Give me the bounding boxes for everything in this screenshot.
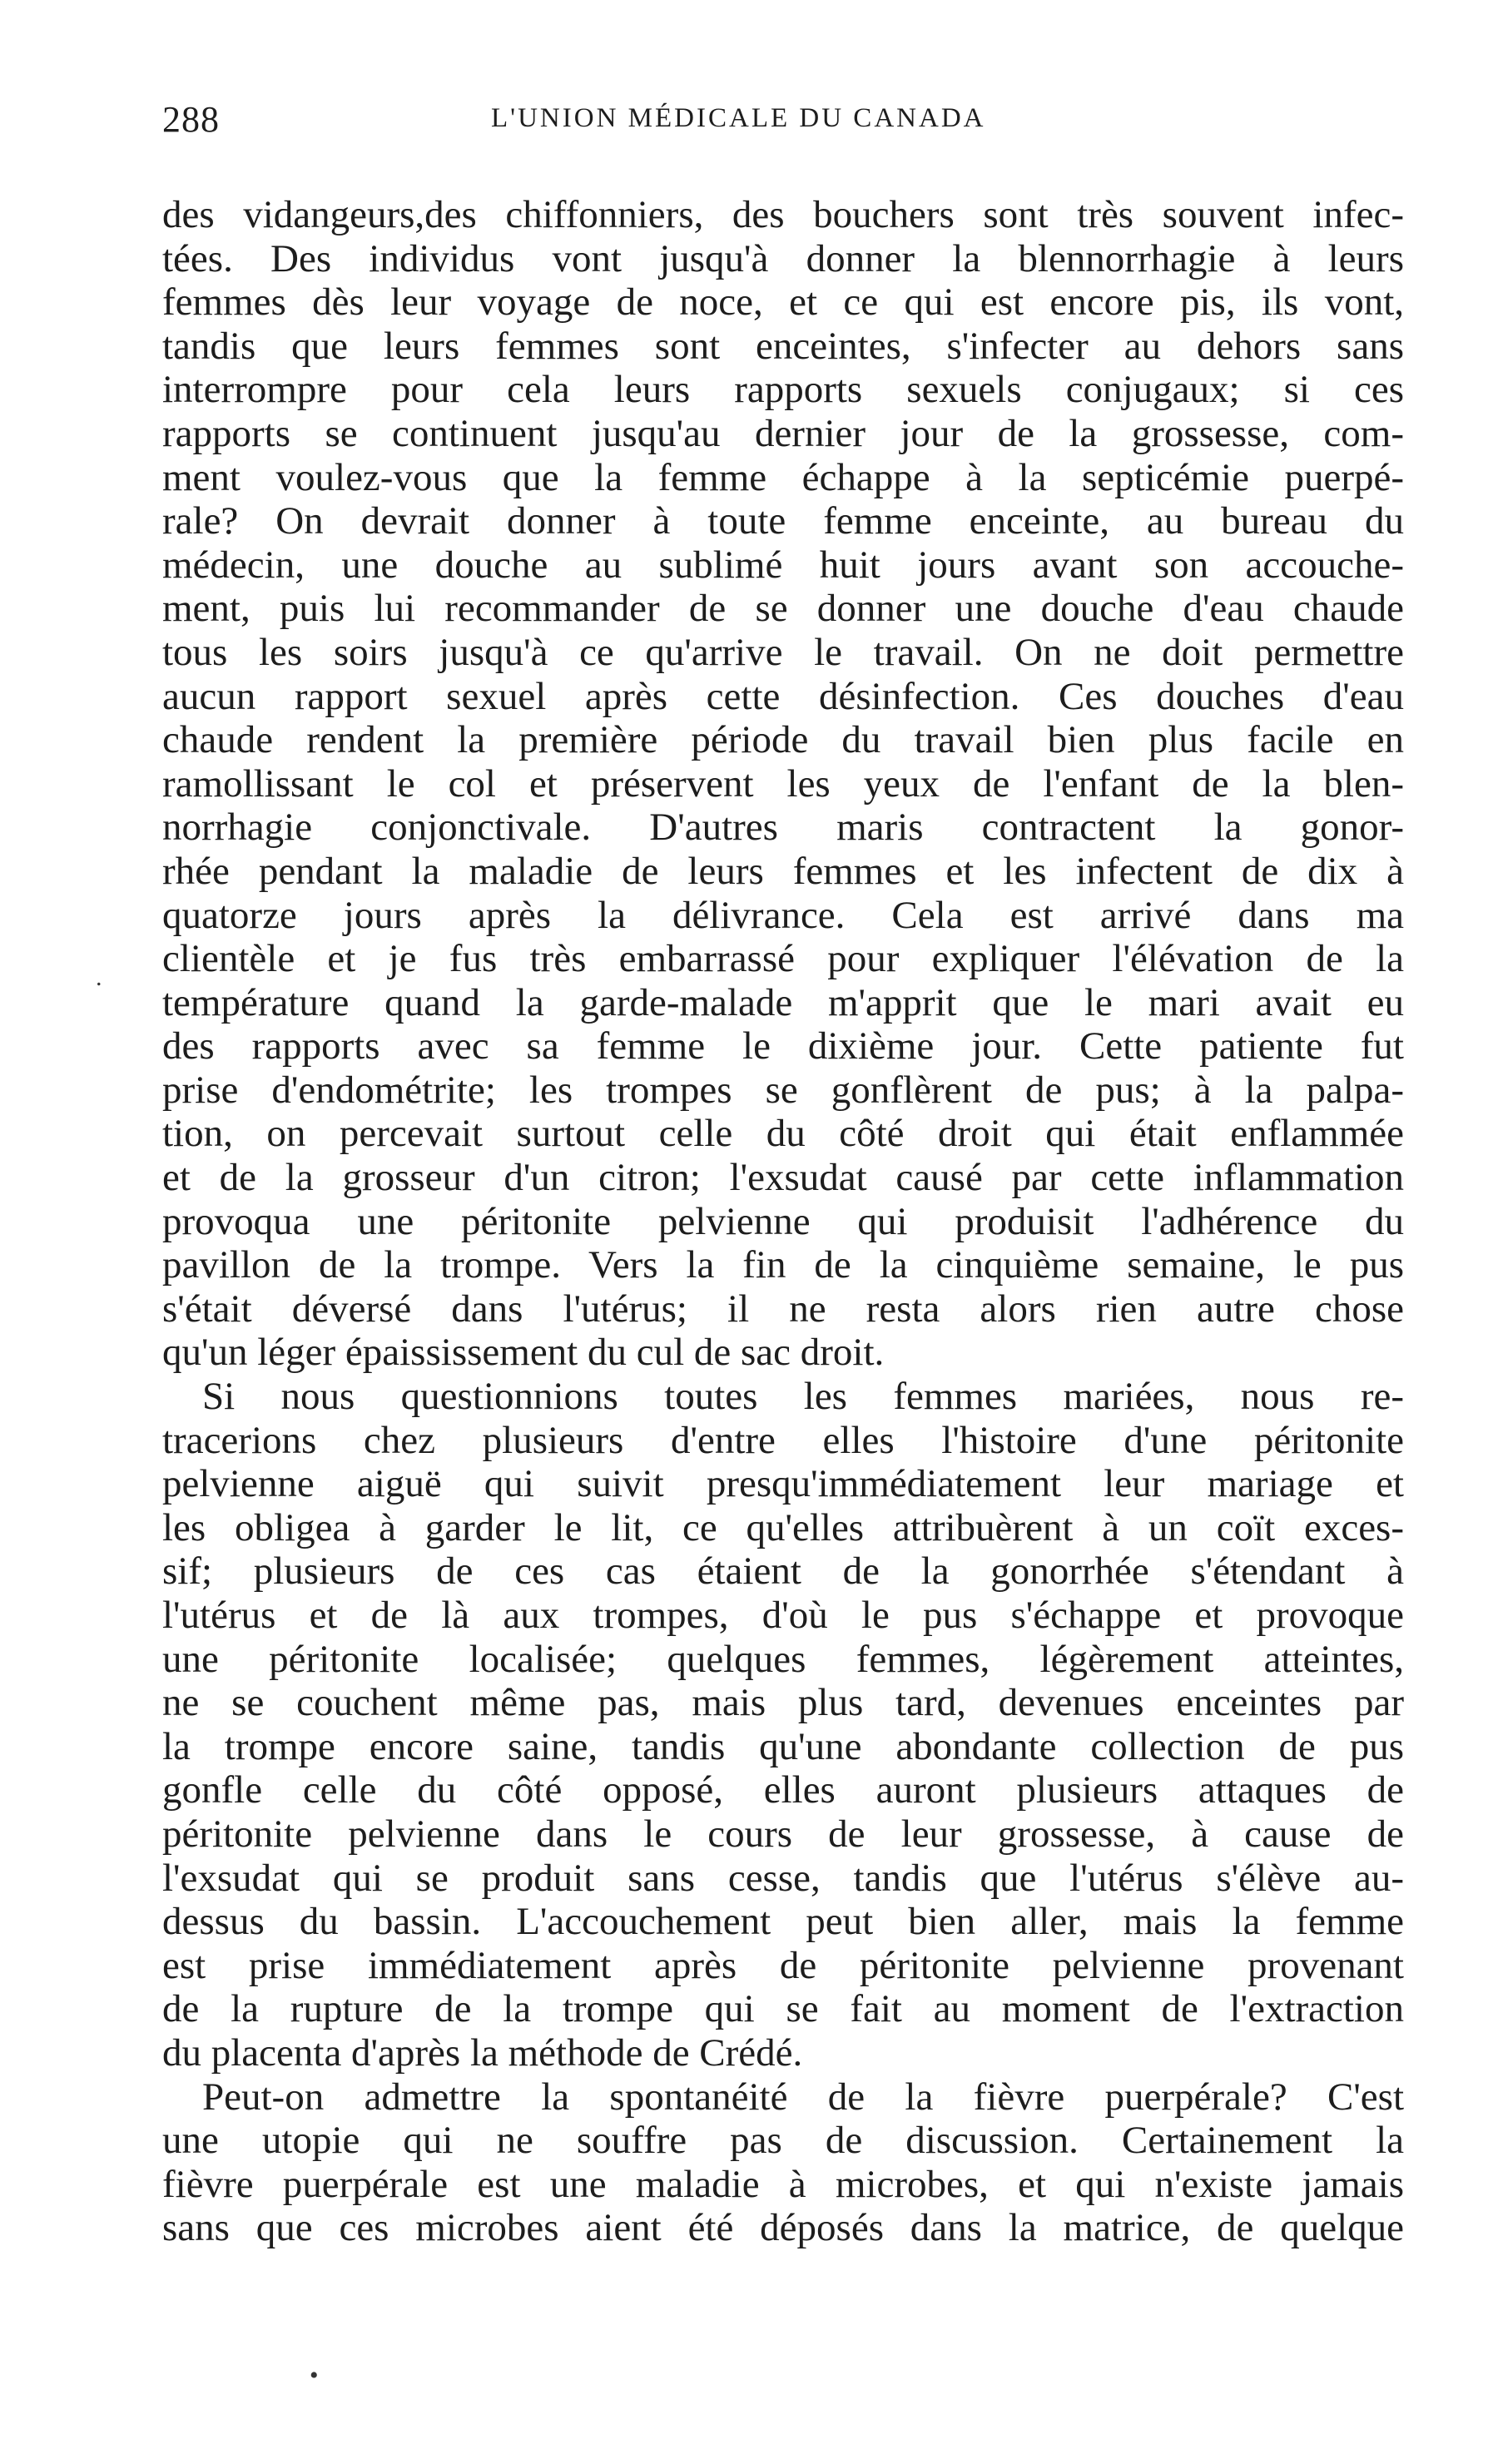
text-line: tandis que leurs femmes sont enceintes, s'infecter au dehors sans <box>162 324 1404 368</box>
text-line: l'utérus et de là aux trompes, d'où le pus s'échappe et provoque <box>162 1594 1404 1637</box>
text-line: femmes dès leur voyage de noce, et ce qui est encore pis, ils vont, <box>162 280 1404 325</box>
body-text <box>162 193 1404 2250</box>
text-line: aucun rapport sexuel après cette désinfection. Ces douches d'eau <box>162 674 1404 718</box>
text-line: tracerions chez plusieurs d'entre elles l'histoire d'une péritonite <box>162 1418 1404 1462</box>
text-line: des rapports avec sa femme le dixième jour. Cette patiente fut <box>162 1024 1404 1068</box>
text-line: ramollissant le col et préservent les yeux de l'enfant de la blen- <box>162 761 1404 806</box>
text-line: norrhagie conjonctivale. D'autres maris contractent la gonor- <box>162 806 1404 850</box>
text-line: fièvre puerpérale est une maladie à microbes, et qui n'existe jamais <box>162 2162 1404 2206</box>
text-line: l'exsudat qui se produit sans cesse, tandis que l'utérus s'élève au- <box>162 1856 1404 1900</box>
text-line: des vidangeurs,des chiffonniers, des bouchers sont très souvent infec- <box>162 193 1404 236</box>
text-line: pavillon de la trompe. Vers la fin de la cinquième semaine, le pus <box>162 1243 1404 1287</box>
text-line: gonfle celle du côté opposé, elles auront plusieurs attaques de <box>162 1768 1404 1812</box>
text-line: s'était déversé dans l'utérus; il ne resta alors rien autre chose <box>162 1287 1404 1331</box>
margin-mark: . <box>96 964 102 991</box>
text-line: une péritonite localisée; quelques femmes, légèrement atteintes, <box>162 1637 1404 1681</box>
text-line: quatorze jours après la délivrance. Cela est arrivé dans ma <box>162 893 1404 937</box>
text-line: pelvienne aiguë qui suivit presqu'immédiatement leur mariage et <box>162 1462 1404 1506</box>
text-line: rapports se continuent jusqu'au dernier jour de la grossesse, com- <box>162 411 1404 455</box>
text-line: de la rupture de la trompe qui se fait au moment de l'extraction <box>162 1987 1404 2031</box>
text-line: médecin, une douche au sublimé huit jours avant son accouche- <box>162 543 1404 587</box>
text-line: qu'un léger épaississement du cul de sac droit. <box>162 1331 885 1375</box>
text-line: rale? On devrait donner à toute femme enceinte, au bureau du <box>162 499 1404 543</box>
text-line: du placenta d'après la méthode de Crédé. <box>162 2030 803 2075</box>
text-line: tées. Des individus vont jusqu'à donner la blennorrhagie à leurs <box>162 236 1404 280</box>
text-line: interrompre pour cela leurs rapports sexuels conjugaux; si ces <box>162 368 1404 412</box>
text-line: péritonite pelvienne dans le cours de leur grossesse, à cause de <box>162 1812 1404 1856</box>
text-line: tous les soirs jusqu'à ce qu'arrive le travail. On ne doit permettre <box>162 630 1404 674</box>
text-line: chaude rendent la première période du travail bien plus facile en <box>162 718 1404 762</box>
text-line: provoqua une péritonite pelvienne qui produisit l'adhérence du <box>162 1199 1404 1243</box>
text-line: clientèle et je fus très embarrassé pour expliquer l'élévation de la <box>162 937 1404 981</box>
journal-title: L'UNION MÉDICALE DU CANADA <box>491 103 986 133</box>
text-line: une utopie qui ne souffre pas de discussion. Certainement la <box>162 2119 1404 2163</box>
paragraph-start-line: Si nous questionnions toutes les femmes mariées, nous re- <box>202 1375 1404 1419</box>
text-line: rhée pendant la maladie de leurs femmes et les infectent de dix à <box>162 849 1404 893</box>
running-head <box>162 98 1402 148</box>
text-line: et de la grosseur d'un citron; l'exsudat causé par cette inflammation <box>162 1156 1404 1200</box>
page-number: 288 <box>162 99 220 140</box>
text-line: ment, puis lui recommander de se donner une douche d'eau chaude <box>162 587 1404 631</box>
text-line: est prise immédiatement après de péritonite pelvienne provenant <box>162 1943 1404 1987</box>
text-line: prise d'endométrite; les trompes se gonflèrent de pus; à la palpa- <box>162 1068 1404 1112</box>
text-line: température quand la garde-malade m'apprit que le mari avait eu <box>162 980 1404 1024</box>
text-line: ment voulez-vous que la femme échappe à la septicémie puerpé- <box>162 455 1404 499</box>
text-line: sans que ces microbes aient été déposés dans la matrice, de quelque <box>162 2206 1404 2250</box>
text-line: dessus du bassin. L'accouchement peut bien aller, mais la femme <box>162 1900 1404 1944</box>
text-line: la trompe encore saine, tandis qu'une abondante collection de pus <box>162 1724 1404 1768</box>
text-line: sif; plusieurs de ces cas étaient de la gonorrhée s'étendant à <box>162 1549 1404 1594</box>
text-line: les obligea à garder le lit, ce qu'elles attribuèrent à un coït exces- <box>162 1505 1404 1549</box>
text-line: ne se couchent même pas, mais plus tard, devenues enceintes par <box>162 1681 1404 1725</box>
text-line: tion, on percevait surtout celle du côté droit qui était enflammée <box>162 1112 1404 1156</box>
bottom-mark: • <box>310 2362 319 2389</box>
paragraph-start-line: Peut-on admettre la spontanéité de la fièvre puerpérale? C'est <box>202 2075 1404 2119</box>
